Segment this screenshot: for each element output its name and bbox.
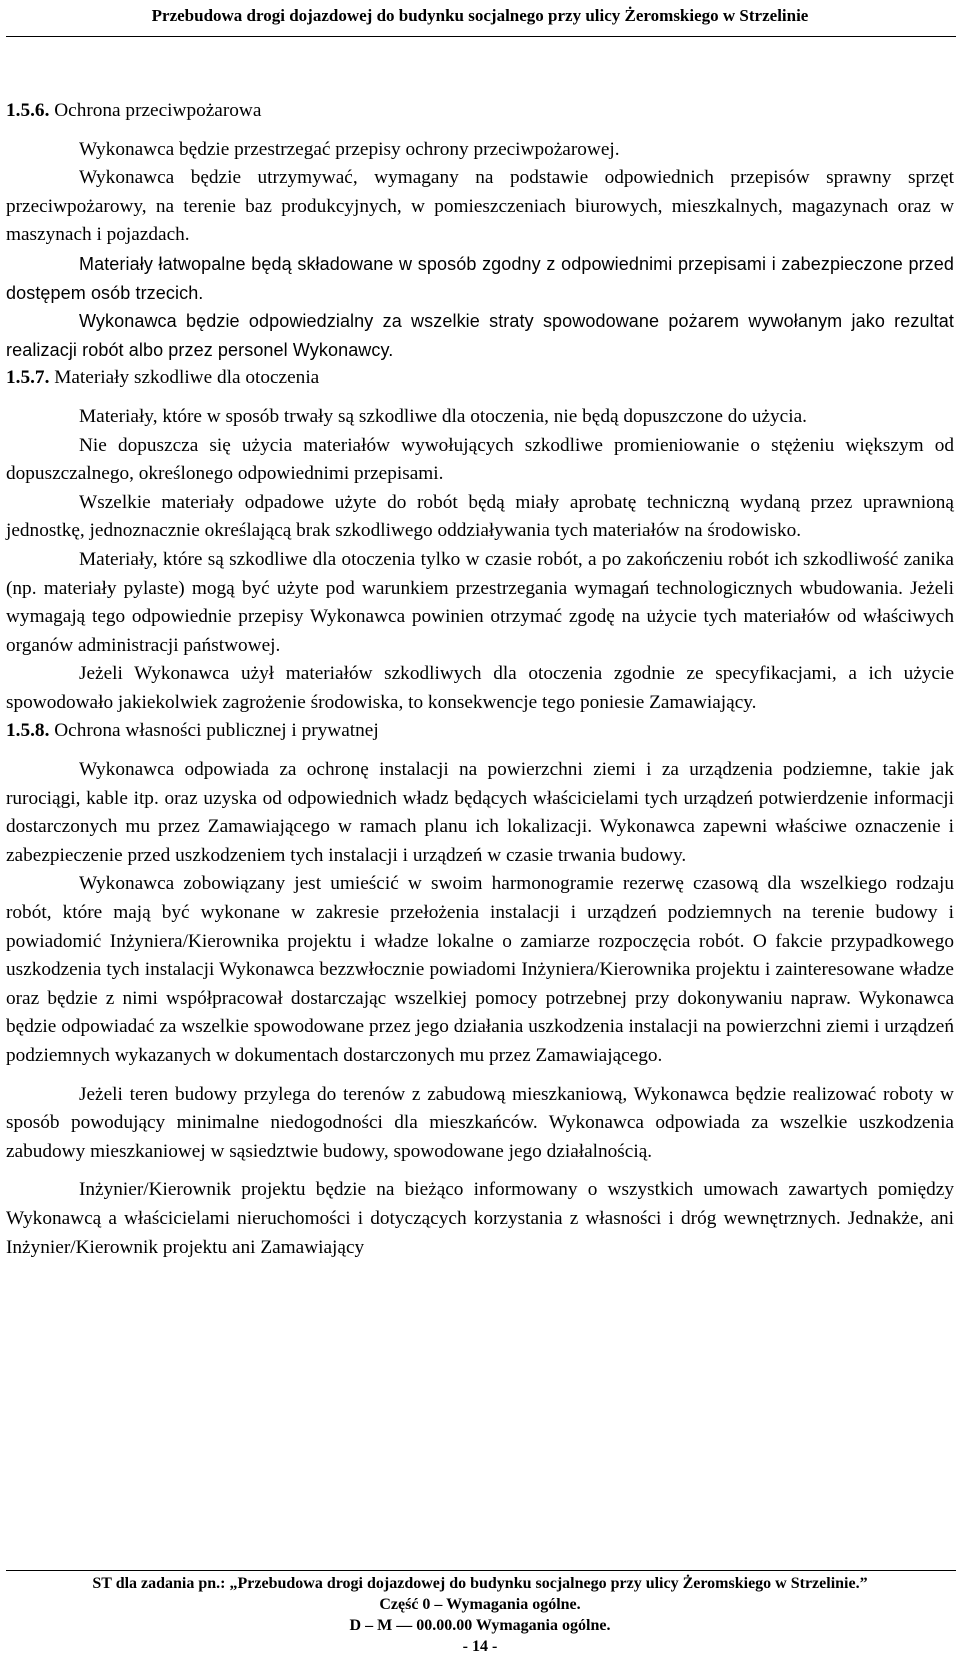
footer-code: D – M — 00.00.00 Wymagania ogólne.: [349, 1617, 611, 1634]
page-header: Przebudowa drogi dojazdowej do budynku socjalnego przy ulicy Żeromskiego w Strzelinie: [151, 6, 809, 25]
section-heading-property-protection: [6, 717, 954, 746]
section-title: Materiały szkodliwe dla otoczenia: [54, 367, 320, 389]
footer-part: Część 0 – Wymagania ogólne.: [379, 1596, 581, 1613]
page-number: - 14 -: [462, 1638, 498, 1655]
paragraph: Wykonawca odpowiada za ochronę instalacji na powierzchni ziemi i za urządzenia podziemne, takie jak rurociągi, kable itp. oraz uzyska od odpowiednich władz będących właścicielami tych urządzeń potwierdzenie informacji dostarczonych mu przez Zamawiającego w ramach planu ich lokalizacji. Wykonawca zapewni właściwe oznaczenie i zabezpieczenie przed uszkodzeniem tych instalacji i urządzeń w czasie trwania budowy.: [6, 759, 954, 866]
paragraph: Wszelkie materiały odpadowe użyte do robót będą miały aprobatę techniczną wydaną przez uprawnioną jednostkę, jednoznacznie określającą brak szkodliwego oddziaływania tych materiałów na środowisko.: [6, 491, 954, 542]
paragraph: Nie dopuszcza się użycia materiałów wywołujących szkodliwe promieniowanie o stężeniu większym od dopuszczalnego, określonego odpowiednimi przepisami.: [6, 434, 954, 485]
document-body: [6, 97, 954, 1262]
paragraph: Wykonawca zobowiązany jest umieścić w swoim harmonogramie rezerwę czasową dla wszelkiego rodzaju robót, które mają być wykonane w zakresie przełożenia instalacji i urządzeń podziemnych na terenie budowy i powiadomić Inżyniera/Kierownika projektu i władze lokalne o zamiarze rozpoczęcia robót. O fakcie przypadkowego uszkodzenia tych instalacji Wykonawca bezzwłocznie powiadomi Inżyniera/Kierownika projektu i zainteresowane władze oraz będzie z nimi współpracował dostarczając wszelkiej pomocy potrzebnej przy dokonywaniu napraw. Wykonawca będzie odpowiadać za wszelkie spowodowane przez jego działania uszkodzenia instalacji na powierzchni ziemi i urządzeń podziemnych wykazanych w dokumentach dostarczonych mu przez Zamawiającego.: [6, 873, 954, 1066]
section-number: 1.5.7.: [6, 367, 50, 389]
paragraph: Wykonawca będzie utrzymywać, wymagany na podstawie odpowiednich przepisów sprawny sprzęt przeciwpożarowy, na terenie baz produkcyjnych, w pomieszczeniach biurowych, mieszkalnych, magazynach oraz w maszynach i pojazdach.: [6, 167, 954, 246]
page-footer: [0, 1573, 960, 1657]
footer-divider: [6, 1570, 956, 1571]
section-title: Ochrona przeciwpożarowa: [54, 100, 262, 121]
paragraph: Wykonawca będzie odpowiedzialny za wszelkie straty spowodowane pożarem wywołanym jako rezultat realizacji robót albo przez personel Wykonawcy.: [6, 311, 954, 360]
section-number: 1.5.8.: [6, 720, 50, 742]
paragraph: Materiały łatwopalne będą składowane w sposób zgodny z odpowiednimi przepisami i zabezpieczone przed dostępem osób trzecich.: [6, 253, 954, 303]
section-heading-harmful-materials: [6, 364, 954, 393]
paragraph: Wykonawca będzie przestrzegać przepisy ochrony przeciwpożarowej.: [79, 138, 620, 160]
section-number: 1.5.6.: [6, 100, 50, 121]
paragraph: Inżynier/Kierownik projektu będzie na bieżąco informowany o wszystkich umowach zawartych pomiędzy Wykonawcą a właścicielami nieruchomości i dotyczących korzystania z własności i dróg wewnętrznych. Jednakże, ani Inżynier/Kierownik projektu ani Zamawiający: [6, 1179, 954, 1258]
section-title: Ochrona własności publicznej i prywatnej: [54, 720, 379, 742]
section-heading-fire-protection: [6, 97, 954, 126]
footer-spec-title: ST dla zadania pn.: „Przebudowa drogi dojazdowej do budynku socjalnego przy ulicy Żeromskiego w Strzelinie.”: [92, 1575, 868, 1592]
paragraph: Jeżeli teren budowy przylega do terenów z zabudową mieszkaniową, Wykonawca będzie realizować roboty w sposób powodujący minimalne niedogodności dla mieszkańców. Wykonawca odpowiada za wszelkie uszkodzenia zabudowy mieszkaniowej w sąsiedztwie budowy, spowodowane jego działalnością.: [6, 1083, 954, 1162]
paragraph: Materiały, które są szkodliwe dla otoczenia tylko w czasie robót, a po zakończeniu robót ich szkodliwość zanika (np. materiały pylaste) mogą być użyte pod warunkiem przestrzegania wymagań technologicznych wbudowania. Jeżeli wymagają tego odpowiednie przepisy Wykonawca powinien otrzymać zgodę na użycie tych materiałów od właściwych organów administracji państwowej.: [6, 548, 954, 656]
header-divider: [6, 36, 956, 37]
paragraph: Jeżeli Wykonawca użył materiałów szkodliwych dla otoczenia zgodnie ze specyfikacjami, a ich użycie spowodowało jakiekolwiek zagrożenie środowiska, to konsekwencje tego poniesie Zamawiający.: [6, 663, 954, 713]
paragraph: Materiały, które w sposób trwały są szkodliwe dla otoczenia, nie będą dopuszczone do użycia.: [79, 405, 807, 427]
